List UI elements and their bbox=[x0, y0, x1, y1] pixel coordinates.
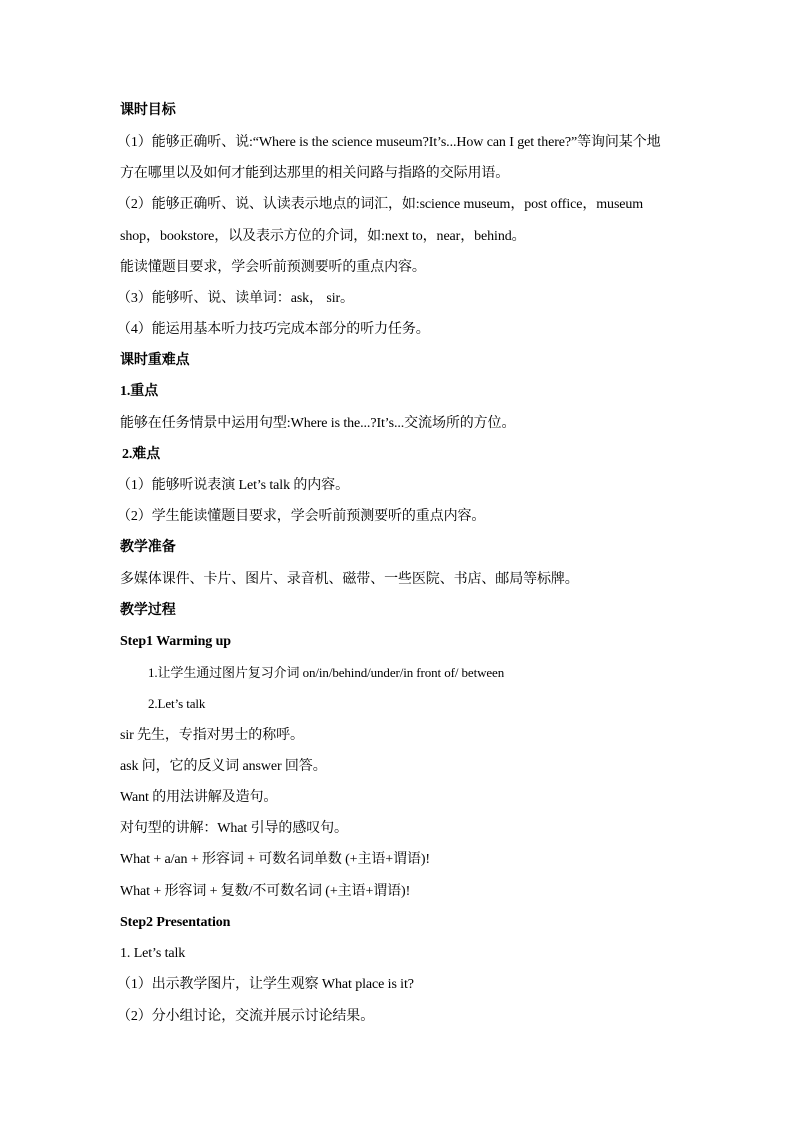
heading-teaching-process: 教学过程 bbox=[120, 603, 176, 618]
objective-2-line-3: 能读懂题目要求，学会听前预测要听的重点内容。 bbox=[120, 260, 426, 275]
sentence-pattern-intro: 对句型的讲解：What 引导的感叹句。 bbox=[120, 821, 348, 836]
step2-sub-2: （2）分小组讨论，交流并展示讨论结果。 bbox=[117, 1009, 375, 1024]
heading-teaching-preparation: 教学准备 bbox=[120, 540, 176, 555]
heading-difficult-points: 2.难点 bbox=[122, 447, 161, 462]
heading-step2: Step2 Presentation bbox=[120, 915, 231, 930]
step2-sub-1: （1）出示教学图片，让学生观察 What place is it? bbox=[117, 977, 414, 992]
key-point-text: 能够在任务情景中运用句型:Where is the...?It’s...交流场所的方位。 bbox=[120, 416, 516, 431]
heading-step1: Step1 Warming up bbox=[120, 634, 231, 649]
step1-item-1: 1.让学生通过图片复习介词 on/in/behind/under/in front of/ between bbox=[148, 665, 505, 680]
preparation-text: 多媒体课件、卡片、图片、录音机、磁带、一些医院、书店、邮局等标牌。 bbox=[120, 572, 579, 587]
objective-4: （4）能运用基本听力技巧完成本部分的听力任务。 bbox=[117, 322, 430, 337]
pattern-plural: What + 形容词 + 复数/不可数名词 (+主语+谓语)! bbox=[120, 884, 411, 899]
objective-1-line-1: （1）能够正确听、说:“Where is the science museum?It’s...How can I get there?”等询问某个地 bbox=[117, 135, 661, 150]
step1-item-2: 2.Let’s talk bbox=[148, 696, 206, 711]
heading-key-points: 1.重点 bbox=[120, 384, 159, 399]
objective-2-line-1: （2）能够正确听、说、认读表示地点的词汇，如:science museum，post office，museum bbox=[117, 197, 644, 212]
heading-key-difficult-points: 课时重难点 bbox=[120, 353, 190, 368]
difficult-point-2: （2）学生能读懂题目要求，学会听前预测要听的重点内容。 bbox=[117, 509, 486, 524]
step2-item-1: 1. Let’s talk bbox=[120, 946, 186, 961]
difficult-point-1: （1）能够听说表演 Let’s talk 的内容。 bbox=[117, 478, 349, 493]
want-usage: Want 的用法讲解及造句。 bbox=[120, 790, 278, 805]
vocab-sir: sir 先生，专指对男士的称呼。 bbox=[120, 728, 304, 743]
vocab-ask: ask 问，它的反义词 answer 回答。 bbox=[120, 759, 327, 774]
pattern-singular: What + a/an + 形容词 + 可数名词单数 (+主语+谓语)! bbox=[120, 852, 430, 867]
objective-3: （3）能够听、说、读单词：ask， sir。 bbox=[117, 291, 354, 306]
objective-2-line-2: shop，bookstore，以及表示方位的介词，如:next to，near，behind。 bbox=[120, 229, 526, 244]
objective-1-line-2: 方在哪里以及如何才能到达那里的相关问路与指路的交际用语。 bbox=[120, 166, 510, 181]
heading-lesson-objectives: 课时目标 bbox=[120, 103, 176, 118]
